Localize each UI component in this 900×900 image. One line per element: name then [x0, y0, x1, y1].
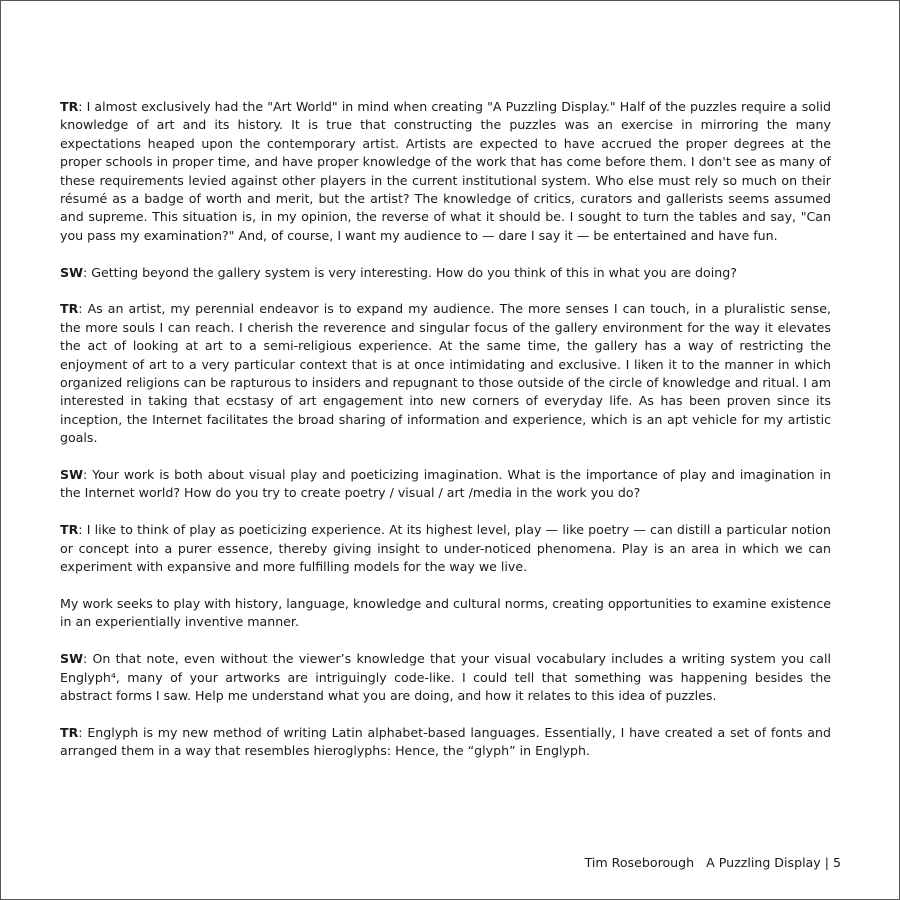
- paragraph-text: : Getting beyond the gallery system is very interesting. How do you think of this in what you are doing?: [82, 264, 737, 280]
- speaker-initials: SW: [60, 467, 83, 483]
- speaker-initials: TR: [60, 99, 79, 114]
- paragraph: [60, 466, 831, 503]
- speaker-initials: TR: [60, 724, 79, 740]
- speaker-initials: SW: [60, 651, 83, 667]
- paragraph: [60, 300, 831, 447]
- paragraph: [60, 724, 831, 761]
- paragraph-text: : I like to think of play as poeticizing experience. At its highest level, play — like poetry — can distill a particular notion or concept into a purer essence, thereby giving insight to under-noticed phenomena. Play is an area in which we can experiment with expansive and more fulfilling models for the way we live.: [60, 522, 831, 575]
- paragraph-text: : On that note, even without the viewer’s knowledge that your visual vocabulary includes a writing system you call Englyph⁴, many of your artworks are intriguingly code-like. I could tell that something was happening besides the abstract forms I saw. Help me understand what you are doing, and how it relates to this idea of puzzles.: [60, 651, 831, 703]
- paragraph-text: : As an artist, my perennial endeavor is to expand my audience. The more senses I can touch, in a pluralistic sense, the more souls I can reach. I cherish the reverence and singular focus of the gallery environment for the way it elevates the act of looking at art to a semi-religious experience. At the same time, the gallery has a way of restricting the enjoyment of art to a very particular context that is at once intimidating and exclusive. I liken it to the manner in which organized religions can be rapturous to insiders and repugnant to those outside of the circle of knowledge and ritual. I am interested in taking that ecstasy of art engagement into new corners of everyday life. As has been proven since its inception, the Internet facilitates the broad sharing of information and experience, which is an apt vehicle for my artistic goals.: [60, 301, 831, 446]
- paragraph-text: : I almost exclusively had the "Art World" in mind when creating "A Puzzling Display." Half of the puzzles require a solid knowledge of art and its history. It is true that constructing the puzzles was an exercise in mirroring the many expectations heaped upon the contemporary artist. Artists are expected to have accrued the proper degrees at the proper schools in proper time, and have proper knowledge of the work that has come before them. I don't see as many of these requirements levied against other players in the current institutional system. Who else must rely so much on their résumé as a badge of worth and merit, but the artist? The knowledge of critics, curators and gallerists seems assumed and supreme. This situation is, in my opinion, the reverse of what it should be. I sought to turn the tables and say, "Can you pass my examination?" And, of course, I want my audience to — dare I say it — be entertained and have fun.: [60, 99, 831, 243]
- page-footer: Tim Roseborough A Puzzling Display | 5: [584, 855, 841, 870]
- paragraph-text: My work seeks to play with history, language, knowledge and cultural norms, creating opportunities to examine existence in an experientially inventive manner.: [60, 595, 831, 630]
- paragraph-text: : Your work is both about visual play and poeticizing imagination. What is the importance of play and imagination in the Internet world? How do you try to create poetry / visual / art /media in the work you do?: [60, 467, 831, 501]
- paragraph: [60, 98, 831, 245]
- speaker-initials: TR: [60, 301, 79, 317]
- speaker-initials: SW: [60, 264, 83, 280]
- interview-body: [60, 98, 831, 779]
- paragraph: [60, 264, 831, 282]
- paragraph-text: : Englyph is my new method of writing Latin alphabet-based languages. Essentially, I have created a set of fonts and arranged them in a way that resembles hieroglyphs: Hence, the “glyph” in Englyph.: [60, 724, 831, 759]
- paragraph: [60, 521, 831, 576]
- speaker-initials: TR: [60, 522, 79, 538]
- paragraph: [60, 595, 831, 632]
- paragraph: [60, 650, 831, 705]
